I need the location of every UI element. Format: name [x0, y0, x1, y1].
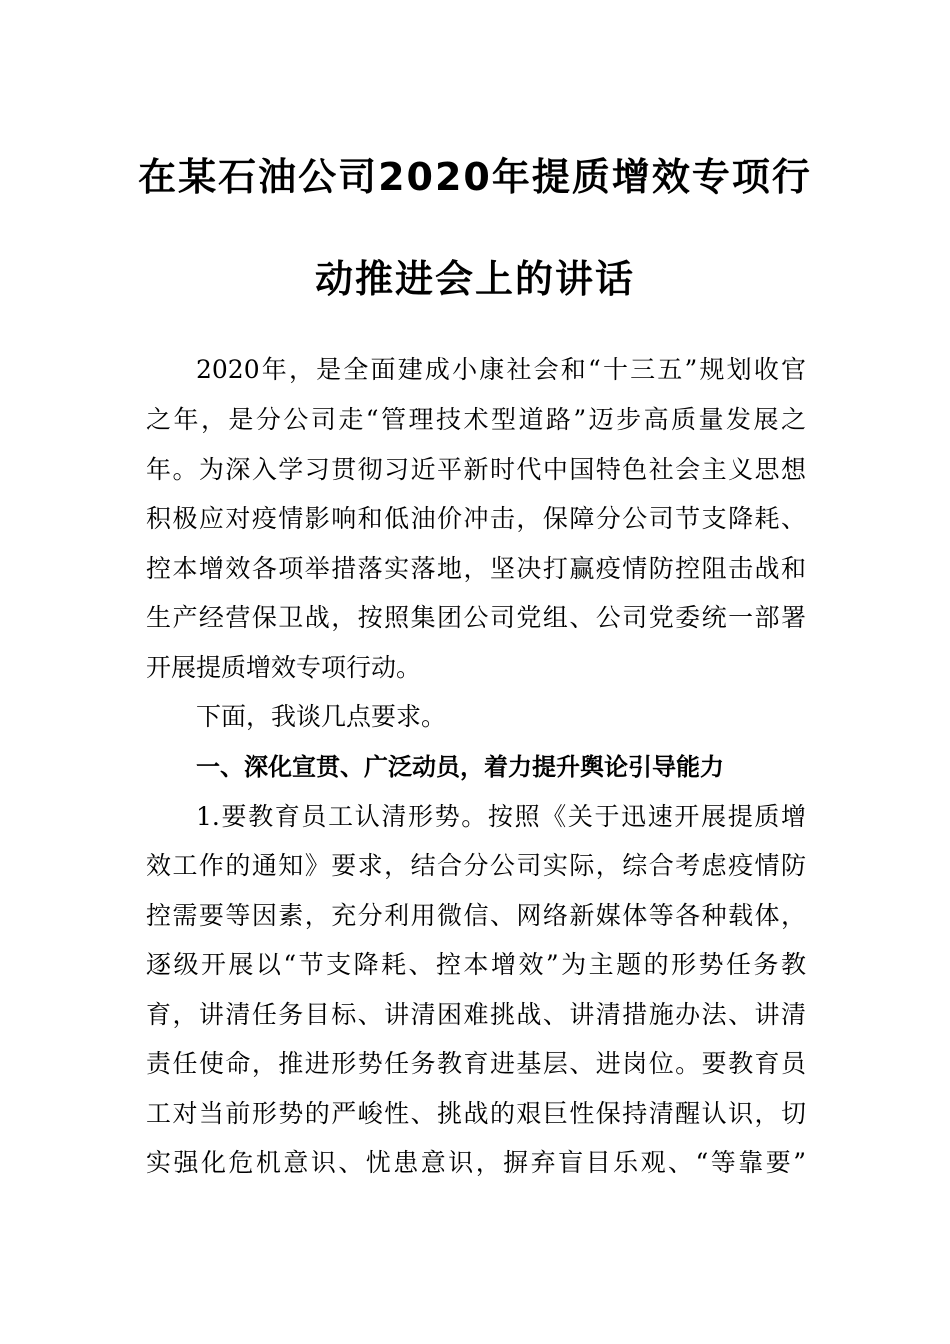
paragraph-1-line-1: 2020年，是全面建成小康社会和“十三五”规划收官	[196, 355, 806, 384]
paragraph-1-line-5: 控本增效各项举措落实落地，坚决打赢疫情防控阻击战和	[146, 554, 806, 583]
paragraph-1-line-4: 积极应对疫情影响和低油价冲击，保障分公司节支降耗、	[146, 504, 806, 533]
document-title-line-2: 动推进会上的讲话	[314, 257, 635, 301]
paragraph-3-line-5: 育，讲清任务目标、讲清困难挑战、讲清措施办法、讲清	[146, 1000, 806, 1029]
paragraph-3-line-7: 工对当前形势的严峻性、挑战的艰巨性保持清醒认识，切	[146, 1099, 806, 1128]
paragraph-3-line-2: 效工作的通知》要求，结合分公司实际，综合考虑疫情防	[146, 851, 806, 880]
document-title-line-1: 在某石油公司2020年提质增效专项行	[138, 155, 812, 199]
paragraph-1-line-6: 生产经营保卫战，按照集团公司党组、公司党委统一部署	[146, 603, 806, 632]
paragraph-1-line-2: 之年，是分公司走“管理技术型道路”迈步高质量发展之	[146, 405, 806, 434]
paragraph-3-line-1: 1.要教育员工认清形势。按照《关于迅速开展提质增	[196, 802, 806, 831]
paragraph-3-line-4: 逐级开展以“节支降耗、控本增效”为主题的形势任务教	[146, 950, 806, 979]
paragraph-3-line-8: 实强化危机意识、忧患意识，摒弃盲目乐观、“等靠要”	[146, 1148, 806, 1177]
paragraph-1-line-3: 年。为深入学习贯彻习近平新时代中国特色社会主义思想	[146, 455, 806, 484]
paragraph-2-line-1: 下面，我谈几点要求。	[196, 702, 447, 731]
paragraph-3-line-6: 责任使命，推进形势任务教育进基层、进岗位。要教育员	[146, 1049, 806, 1078]
paragraph-3-line-3: 控需要等因素，充分利用微信、网络新媒体等各种载体，	[146, 901, 806, 930]
paragraph-1-line-7: 开展提质增效专项行动。	[146, 653, 422, 682]
section-1-heading: 一、深化宣贯、广泛动员，着力提升舆论引导能力	[196, 753, 724, 781]
